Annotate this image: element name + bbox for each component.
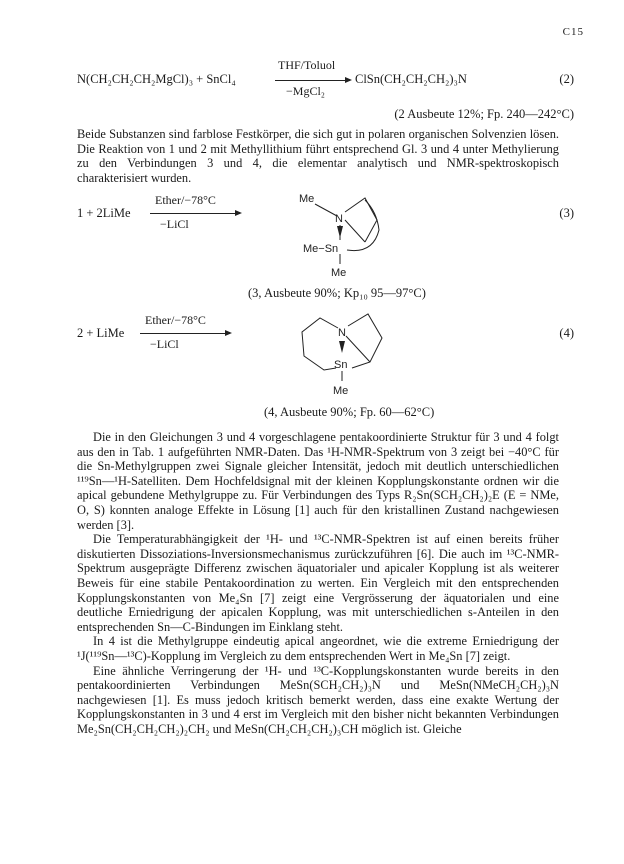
eq3-reactants: 1 + 2LiMe (77, 206, 131, 220)
struct3-label-me-bottom: Me (331, 267, 347, 279)
struct4-label-n: N (338, 327, 346, 339)
eq2-condition-below: −MgCl₂ (286, 84, 325, 98)
eq3-reaction-arrow (150, 213, 240, 214)
struct3-label-me-sn: Me−Sn (303, 243, 339, 255)
body-text (77, 430, 559, 736)
struct4-label-me-bottom: Me (333, 385, 349, 397)
struct3-label-me-top: Me (299, 193, 315, 205)
eq4-number: (4) (559, 326, 574, 340)
eq2-number: (2) (559, 72, 574, 86)
eq3-number: (3) (559, 206, 574, 220)
struct4-label-sn: Sn (334, 359, 348, 371)
structure-compound-4 (290, 308, 410, 400)
eq4-reactants: 2 + LiMe (77, 326, 125, 340)
eq3-condition-below: −LiCl (160, 217, 189, 231)
eq3-condition-above: Ether/−78°C (155, 193, 216, 207)
body-paragraph-3: In 4 ist die Methylgruppe eindeutig apical angeordnet, wie die extreme Erniedrigung der ¹J(¹¹⁹Sn—¹³C)-Kopplung im Vergleich zu dem entsprechenden Wert in Me₄Sn [7] zeigt. (77, 634, 559, 663)
eq4-condition-above: Ether/−78°C (145, 313, 206, 327)
eq4-reaction-arrow (140, 333, 230, 334)
eq2-product: ClSn(CH₂CH₂CH₂)₃N (355, 72, 467, 86)
eq2-condition-above: THF/Toluol (278, 58, 336, 72)
eq4-yield-note: (4, Ausbeute 90%; Fp. 60—62°C) (264, 405, 435, 419)
eq2-reactants: N(CH₂CH₂CH₂MgCl)₃ + SnCl₄ (77, 72, 236, 86)
body-paragraph-1: Die in den Gleichungen 3 und 4 vorgeschlagene pentakoordinierte Struktur für 3 und 4 folgt aus den in Tab. 1 aufgeführten NMR-Daten. Das ¹H-NMR-Spektrum von 3 zeigt bei −40°C für die Sn-Methylgruppen zwei Signale gleicher Intensität, jedoch mit deutlich unterschiedlichen ¹¹⁹Sn—¹H-Satelliten. Dem Hochfeldsignal mit der kleinen Kopplungskonstante ordnen wir die apical gebundene Methylgruppe zu. Für Verbindungen des Typs R₂Sn(SCH₂CH₂)₂E (E = NMe, O, S) konnten analoge Effekte in Lösung [1] auch für den kristallinen Zustand nachgewiesen werden [3]. (77, 430, 559, 532)
intro-paragraph (77, 127, 559, 185)
eq2-reaction-arrow (275, 80, 350, 81)
eq3-yield-note: (3, Ausbeute 90%; Kp₁₀ 95—97°C) (248, 286, 426, 300)
body-paragraph-2: Die Temperaturabhängigkeit der ¹H- und ¹³C-NMR-Spektren ist auf einen bereits früher diskutierten Dissoziations-Inversionsmechanismus zurückzuführen [6]. Die auch im ¹³C-NMR-Spektrum ausgeprägte Differenz zwischen äquatorialer und apicaler Kopplung ist als weiterer Beweis für eine stabile Pentakoordination zu werten. Ein Vergleich mit den entsprechenden Kopplungskonstanten von Me₄Sn [7] zeigt eine Vergrösserung der äquatorialen und eine deutliche Erniedrigung der apicalen Kopplung, was mit unterschiedlichen s-Anteilen in den entsprechenden Sn—C-Bindungen im Einklang steht. (77, 532, 559, 634)
structure-compound-3 (295, 190, 405, 282)
eq2-yield-note: (2 Ausbeute 12%; Fp. 240—242°C) (394, 107, 574, 121)
intro-text: Beide Substanzen sind farblose Festkörper, die sich gut in polaren organischen Solvenzien lösen. Die Reaktion von 1 und 2 mit Methyllithium führt entsprechend Gl. 3 und 4 unter Methylierung zu den Verbindungen 3 und 4, die elementar analytisch und NMR-spektroskopisch charakterisiert wurden. (77, 127, 559, 185)
page-number: C15 (562, 26, 584, 38)
eq4-condition-below: −LiCl (150, 337, 179, 351)
body-paragraph-4: Eine ähnliche Verringerung der ¹H- und ¹³C-Kopplungskonstanten wurde bereits in den pentakoordinierten Verbindungen MeSn(SCH₂CH₂)₃N und MeSn(NMeCH₂CH₂)₃N nachgewiesen [1]. Es muss jedoch kritisch bemerkt werden, dass eine exakte Wertung der Kopplungskonstanten in 3 und 4 erst im Vergleich mit den bisher nicht bekannten Verbindungen Me₂Sn(CH₂CH₂CH₂)₂CH₂ und MeSn(CH₂CH₂CH₂)₃CH möglich ist. Gleiche (77, 663, 559, 736)
struct3-label-n: N (335, 213, 343, 225)
